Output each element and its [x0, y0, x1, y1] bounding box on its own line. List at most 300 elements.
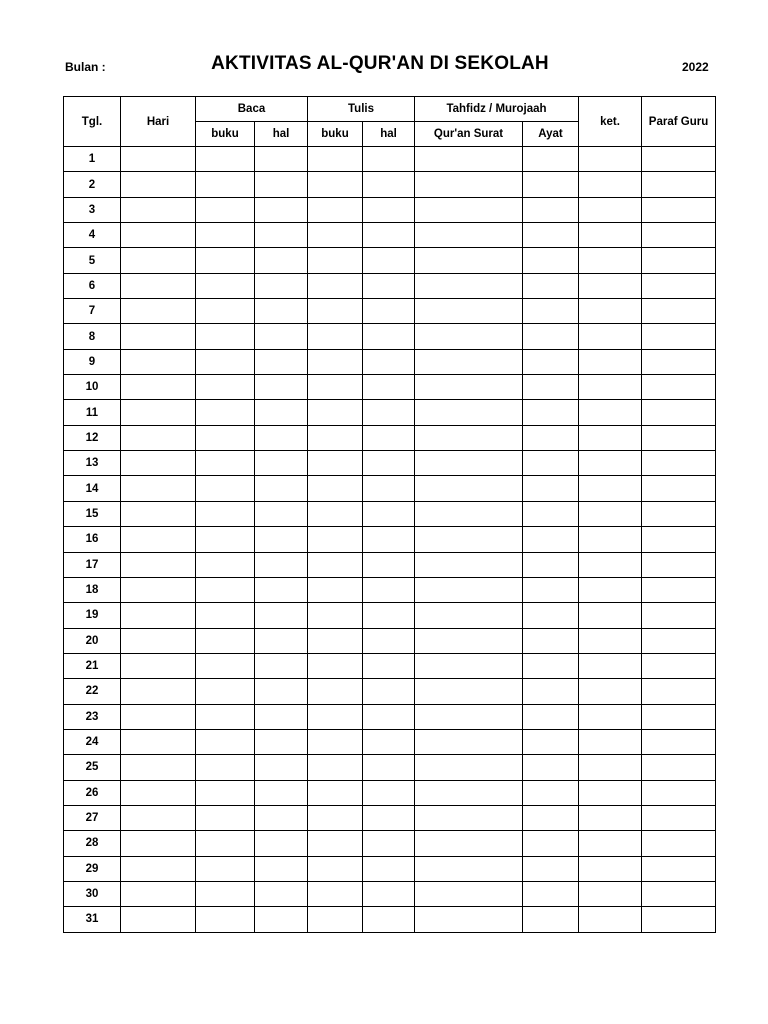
paraf-guru-cell[interactable]	[642, 425, 716, 450]
hari-cell[interactable]	[121, 248, 196, 273]
baca-hal-cell[interactable]	[255, 375, 308, 400]
baca-hal-cell[interactable]	[255, 273, 308, 298]
quran-surat-cell[interactable]	[415, 552, 523, 577]
paraf-guru-cell[interactable]	[642, 349, 716, 374]
ket-cell[interactable]	[579, 755, 642, 780]
tulis-hal-cell[interactable]	[363, 653, 415, 678]
tulis-buku-cell[interactable]	[308, 907, 363, 932]
hari-cell[interactable]	[121, 805, 196, 830]
ayat-cell[interactable]	[523, 400, 579, 425]
tulis-buku-cell[interactable]	[308, 349, 363, 374]
tgl-cell: 9	[64, 349, 121, 374]
ayat-cell[interactable]	[523, 197, 579, 222]
ayat-cell[interactable]	[523, 577, 579, 602]
ayat-cell[interactable]	[523, 856, 579, 881]
quran-surat-cell[interactable]	[415, 375, 523, 400]
table-row	[64, 324, 716, 349]
baca-buku-cell[interactable]	[196, 425, 255, 450]
tulis-hal-cell[interactable]	[363, 755, 415, 780]
baca-hal-cell[interactable]	[255, 527, 308, 552]
ayat-cell[interactable]	[523, 628, 579, 653]
tulis-buku-cell[interactable]	[308, 856, 363, 881]
tulis-buku-cell[interactable]	[308, 628, 363, 653]
baca-buku-cell[interactable]	[196, 653, 255, 678]
paraf-guru-cell[interactable]	[642, 375, 716, 400]
quran-surat-cell[interactable]	[415, 324, 523, 349]
quran-surat-cell[interactable]	[415, 755, 523, 780]
ket-cell[interactable]	[579, 907, 642, 932]
tulis-buku-cell[interactable]	[308, 299, 363, 324]
baca-buku-cell[interactable]	[196, 831, 255, 856]
ket-cell[interactable]	[579, 197, 642, 222]
paraf-guru-cell[interactable]	[642, 603, 716, 628]
ket-cell[interactable]	[579, 223, 642, 248]
tulis-hal-cell[interactable]	[363, 451, 415, 476]
tulis-hal-cell[interactable]	[363, 552, 415, 577]
baca-buku-cell[interactable]	[196, 248, 255, 273]
baca-buku-cell[interactable]	[196, 476, 255, 501]
ket-cell[interactable]	[579, 653, 642, 678]
tulis-hal-cell[interactable]	[363, 273, 415, 298]
quran-surat-cell[interactable]	[415, 577, 523, 602]
hari-cell[interactable]	[121, 907, 196, 932]
ayat-cell[interactable]	[523, 653, 579, 678]
tulis-hal-cell[interactable]	[363, 881, 415, 906]
hari-cell[interactable]	[121, 729, 196, 754]
tulis-hal-cell[interactable]	[363, 197, 415, 222]
ayat-cell[interactable]	[523, 273, 579, 298]
tulis-buku-cell[interactable]	[308, 805, 363, 830]
tulis-hal-cell[interactable]	[363, 628, 415, 653]
quran-surat-cell[interactable]	[415, 856, 523, 881]
quran-surat-cell[interactable]	[415, 831, 523, 856]
ayat-cell[interactable]	[523, 476, 579, 501]
paraf-guru-cell[interactable]	[642, 831, 716, 856]
ayat-cell[interactable]	[523, 425, 579, 450]
header-ayat: Ayat	[523, 122, 579, 147]
hari-cell[interactable]	[121, 527, 196, 552]
tulis-buku-cell[interactable]	[308, 197, 363, 222]
tulis-buku-cell[interactable]	[308, 603, 363, 628]
paraf-guru-cell[interactable]	[642, 451, 716, 476]
quran-surat-cell[interactable]	[415, 147, 523, 172]
baca-hal-cell[interactable]	[255, 780, 308, 805]
baca-hal-cell[interactable]	[255, 299, 308, 324]
tulis-hal-cell[interactable]	[363, 147, 415, 172]
tulis-buku-cell[interactable]	[308, 400, 363, 425]
baca-buku-cell[interactable]	[196, 628, 255, 653]
baca-hal-cell[interactable]	[255, 349, 308, 374]
baca-buku-cell[interactable]	[196, 881, 255, 906]
hari-cell[interactable]	[121, 704, 196, 729]
quran-surat-cell[interactable]	[415, 349, 523, 374]
hari-cell[interactable]	[121, 349, 196, 374]
quran-surat-cell[interactable]	[415, 628, 523, 653]
ayat-cell[interactable]	[523, 679, 579, 704]
ayat-cell[interactable]	[523, 907, 579, 932]
hari-cell[interactable]	[121, 755, 196, 780]
baca-buku-cell[interactable]	[196, 400, 255, 425]
header-baca: Baca	[196, 97, 308, 122]
tulis-hal-cell[interactable]	[363, 603, 415, 628]
quran-surat-cell[interactable]	[415, 881, 523, 906]
quran-surat-cell[interactable]	[415, 299, 523, 324]
ket-cell[interactable]	[579, 552, 642, 577]
baca-buku-cell[interactable]	[196, 375, 255, 400]
hari-cell[interactable]	[121, 831, 196, 856]
hari-cell[interactable]	[121, 299, 196, 324]
ayat-cell[interactable]	[523, 324, 579, 349]
ket-cell[interactable]	[579, 425, 642, 450]
tulis-hal-cell[interactable]	[363, 527, 415, 552]
quran-surat-cell[interactable]	[415, 679, 523, 704]
ket-cell[interactable]	[579, 628, 642, 653]
header-tulis-hal: hal	[363, 122, 415, 147]
baca-buku-cell[interactable]	[196, 324, 255, 349]
paraf-guru-cell[interactable]	[642, 755, 716, 780]
tgl-cell: 12	[64, 425, 121, 450]
ket-cell[interactable]	[579, 780, 642, 805]
table-row	[64, 653, 716, 678]
ket-cell[interactable]	[579, 805, 642, 830]
ayat-cell[interactable]	[523, 805, 579, 830]
tulis-hal-cell[interactable]	[363, 425, 415, 450]
table-header	[64, 97, 716, 147]
ket-cell[interactable]	[579, 273, 642, 298]
hari-cell[interactable]	[121, 223, 196, 248]
tulis-buku-cell[interactable]	[308, 527, 363, 552]
month-label: Bulan :	[65, 60, 106, 74]
hari-cell[interactable]	[121, 679, 196, 704]
quran-surat-cell[interactable]	[415, 400, 523, 425]
tulis-buku-cell[interactable]	[308, 577, 363, 602]
ket-cell[interactable]	[579, 172, 642, 197]
tulis-buku-cell[interactable]	[308, 552, 363, 577]
baca-hal-cell[interactable]	[255, 704, 308, 729]
tulis-buku-cell[interactable]	[308, 172, 363, 197]
baca-buku-cell[interactable]	[196, 527, 255, 552]
ket-cell[interactable]	[579, 527, 642, 552]
baca-hal-cell[interactable]	[255, 248, 308, 273]
ayat-cell[interactable]	[523, 729, 579, 754]
ayat-cell[interactable]	[523, 704, 579, 729]
tulis-buku-cell[interactable]	[308, 425, 363, 450]
paraf-guru-cell[interactable]	[642, 729, 716, 754]
baca-hal-cell[interactable]	[255, 577, 308, 602]
baca-buku-cell[interactable]	[196, 552, 255, 577]
table-row	[64, 603, 716, 628]
tulis-hal-cell[interactable]	[363, 400, 415, 425]
quran-surat-cell[interactable]	[415, 451, 523, 476]
hari-cell[interactable]	[121, 501, 196, 526]
tgl-cell: 24	[64, 729, 121, 754]
quran-surat-cell[interactable]	[415, 653, 523, 678]
hari-cell[interactable]	[121, 653, 196, 678]
baca-buku-cell[interactable]	[196, 704, 255, 729]
hari-cell[interactable]	[121, 400, 196, 425]
baca-buku-cell[interactable]	[196, 679, 255, 704]
paraf-guru-cell[interactable]	[642, 653, 716, 678]
paraf-guru-cell[interactable]	[642, 172, 716, 197]
tulis-hal-cell[interactable]	[363, 805, 415, 830]
tulis-buku-cell[interactable]	[308, 704, 363, 729]
ket-cell[interactable]	[579, 856, 642, 881]
hari-cell[interactable]	[121, 324, 196, 349]
tgl-cell: 18	[64, 577, 121, 602]
baca-hal-cell[interactable]	[255, 628, 308, 653]
baca-buku-cell[interactable]	[196, 856, 255, 881]
hari-cell[interactable]	[121, 628, 196, 653]
tulis-hal-cell[interactable]	[363, 248, 415, 273]
ayat-cell[interactable]	[523, 780, 579, 805]
tulis-hal-cell[interactable]	[363, 856, 415, 881]
ket-cell[interactable]	[579, 501, 642, 526]
paraf-guru-cell[interactable]	[642, 907, 716, 932]
tulis-buku-cell[interactable]	[308, 476, 363, 501]
baca-buku-cell[interactable]	[196, 172, 255, 197]
tulis-buku-cell[interactable]	[308, 780, 363, 805]
ayat-cell[interactable]	[523, 603, 579, 628]
baca-hal-cell[interactable]	[255, 223, 308, 248]
tulis-buku-cell[interactable]	[308, 679, 363, 704]
hari-cell[interactable]	[121, 147, 196, 172]
ket-cell[interactable]	[579, 603, 642, 628]
hari-cell[interactable]	[121, 856, 196, 881]
baca-buku-cell[interactable]	[196, 349, 255, 374]
table-row	[64, 273, 716, 298]
tulis-hal-cell[interactable]	[363, 476, 415, 501]
paraf-guru-cell[interactable]	[642, 324, 716, 349]
ket-cell[interactable]	[579, 451, 642, 476]
tulis-hal-cell[interactable]	[363, 907, 415, 932]
ket-cell[interactable]	[579, 248, 642, 273]
tulis-buku-cell[interactable]	[308, 653, 363, 678]
paraf-guru-cell[interactable]	[642, 299, 716, 324]
tulis-buku-cell[interactable]	[308, 375, 363, 400]
hari-cell[interactable]	[121, 780, 196, 805]
hari-cell[interactable]	[121, 476, 196, 501]
tulis-buku-cell[interactable]	[308, 831, 363, 856]
quran-surat-cell[interactable]	[415, 476, 523, 501]
hari-cell[interactable]	[121, 603, 196, 628]
paraf-guru-cell[interactable]	[642, 197, 716, 222]
quran-surat-cell[interactable]	[415, 805, 523, 830]
paraf-guru-cell[interactable]	[642, 577, 716, 602]
paraf-guru-cell[interactable]	[642, 856, 716, 881]
quran-surat-cell[interactable]	[415, 425, 523, 450]
tgl-cell: 27	[64, 805, 121, 830]
baca-buku-cell[interactable]	[196, 223, 255, 248]
ayat-cell[interactable]	[523, 527, 579, 552]
baca-buku-cell[interactable]	[196, 451, 255, 476]
table-row	[64, 679, 716, 704]
baca-hal-cell[interactable]	[255, 831, 308, 856]
quran-surat-cell[interactable]	[415, 704, 523, 729]
baca-hal-cell[interactable]	[255, 197, 308, 222]
ket-cell[interactable]	[579, 881, 642, 906]
tgl-cell: 11	[64, 400, 121, 425]
tulis-hal-cell[interactable]	[363, 223, 415, 248]
hari-cell[interactable]	[121, 197, 196, 222]
tulis-buku-cell[interactable]	[308, 755, 363, 780]
quran-surat-cell[interactable]	[415, 248, 523, 273]
tulis-hal-cell[interactable]	[363, 349, 415, 374]
ket-cell[interactable]	[579, 375, 642, 400]
ayat-cell[interactable]	[523, 881, 579, 906]
paraf-guru-cell[interactable]	[642, 400, 716, 425]
ayat-cell[interactable]	[523, 147, 579, 172]
paraf-guru-cell[interactable]	[642, 881, 716, 906]
ayat-cell[interactable]	[523, 248, 579, 273]
quran-surat-cell[interactable]	[415, 223, 523, 248]
ayat-cell[interactable]	[523, 299, 579, 324]
tulis-hal-cell[interactable]	[363, 324, 415, 349]
ayat-cell[interactable]	[523, 501, 579, 526]
tulis-hal-cell[interactable]	[363, 679, 415, 704]
tgl-cell: 5	[64, 248, 121, 273]
baca-hal-cell[interactable]	[255, 856, 308, 881]
baca-buku-cell[interactable]	[196, 147, 255, 172]
baca-hal-cell[interactable]	[255, 451, 308, 476]
hari-cell[interactable]	[121, 172, 196, 197]
baca-hal-cell[interactable]	[255, 476, 308, 501]
quran-surat-cell[interactable]	[415, 527, 523, 552]
table-row	[64, 552, 716, 577]
tulis-buku-cell[interactable]	[308, 248, 363, 273]
tulis-buku-cell[interactable]	[308, 501, 363, 526]
hari-cell[interactable]	[121, 451, 196, 476]
baca-hal-cell[interactable]	[255, 679, 308, 704]
tulis-hal-cell[interactable]	[363, 577, 415, 602]
hari-cell[interactable]	[121, 273, 196, 298]
ayat-cell[interactable]	[523, 375, 579, 400]
quran-surat-cell[interactable]	[415, 603, 523, 628]
tulis-hal-cell[interactable]	[363, 831, 415, 856]
tulis-hal-cell[interactable]	[363, 299, 415, 324]
baca-hal-cell[interactable]	[255, 400, 308, 425]
ket-cell[interactable]	[579, 299, 642, 324]
tulis-buku-cell[interactable]	[308, 881, 363, 906]
hari-cell[interactable]	[121, 577, 196, 602]
baca-hal-cell[interactable]	[255, 603, 308, 628]
paraf-guru-cell[interactable]	[642, 527, 716, 552]
paraf-guru-cell[interactable]	[642, 476, 716, 501]
baca-hal-cell[interactable]	[255, 907, 308, 932]
paraf-guru-cell[interactable]	[642, 501, 716, 526]
baca-buku-cell[interactable]	[196, 805, 255, 830]
hari-cell[interactable]	[121, 881, 196, 906]
baca-buku-cell[interactable]	[196, 197, 255, 222]
quran-surat-cell[interactable]	[415, 907, 523, 932]
baca-hal-cell[interactable]	[255, 147, 308, 172]
tulis-buku-cell[interactable]	[308, 273, 363, 298]
tulis-buku-cell[interactable]	[308, 223, 363, 248]
tulis-buku-cell[interactable]	[308, 729, 363, 754]
quran-surat-cell[interactable]	[415, 729, 523, 754]
ket-cell[interactable]	[579, 400, 642, 425]
tulis-hal-cell[interactable]	[363, 172, 415, 197]
baca-buku-cell[interactable]	[196, 729, 255, 754]
tulis-hal-cell[interactable]	[363, 780, 415, 805]
ket-cell[interactable]	[579, 476, 642, 501]
baca-hal-cell[interactable]	[255, 653, 308, 678]
ket-cell[interactable]	[579, 324, 642, 349]
ayat-cell[interactable]	[523, 172, 579, 197]
baca-hal-cell[interactable]	[255, 881, 308, 906]
paraf-guru-cell[interactable]	[642, 273, 716, 298]
baca-hal-cell[interactable]	[255, 755, 308, 780]
paraf-guru-cell[interactable]	[642, 628, 716, 653]
ayat-cell[interactable]	[523, 552, 579, 577]
tulis-buku-cell[interactable]	[308, 147, 363, 172]
paraf-guru-cell[interactable]	[642, 552, 716, 577]
tulis-hal-cell[interactable]	[363, 729, 415, 754]
ayat-cell[interactable]	[523, 223, 579, 248]
baca-buku-cell[interactable]	[196, 907, 255, 932]
baca-buku-cell[interactable]	[196, 755, 255, 780]
baca-buku-cell[interactable]	[196, 603, 255, 628]
paraf-guru-cell[interactable]	[642, 223, 716, 248]
baca-hal-cell[interactable]	[255, 172, 308, 197]
paraf-guru-cell[interactable]	[642, 147, 716, 172]
tulis-buku-cell[interactable]	[308, 324, 363, 349]
tulis-buku-cell[interactable]	[308, 451, 363, 476]
ket-cell[interactable]	[579, 729, 642, 754]
ayat-cell[interactable]	[523, 831, 579, 856]
baca-buku-cell[interactable]	[196, 299, 255, 324]
tgl-cell: 20	[64, 628, 121, 653]
baca-hal-cell[interactable]	[255, 324, 308, 349]
baca-hal-cell[interactable]	[255, 552, 308, 577]
paraf-guru-cell[interactable]	[642, 805, 716, 830]
baca-buku-cell[interactable]	[196, 780, 255, 805]
paraf-guru-cell[interactable]	[642, 704, 716, 729]
tgl-cell: 4	[64, 223, 121, 248]
hari-cell[interactable]	[121, 425, 196, 450]
paraf-guru-cell[interactable]	[642, 780, 716, 805]
tgl-cell: 23	[64, 704, 121, 729]
baca-hal-cell[interactable]	[255, 425, 308, 450]
baca-hal-cell[interactable]	[255, 501, 308, 526]
ket-cell[interactable]	[579, 349, 642, 374]
ket-cell[interactable]	[579, 704, 642, 729]
tulis-hal-cell[interactable]	[363, 501, 415, 526]
hari-cell[interactable]	[121, 375, 196, 400]
ket-cell[interactable]	[579, 831, 642, 856]
quran-surat-cell[interactable]	[415, 172, 523, 197]
paraf-guru-cell[interactable]	[642, 248, 716, 273]
tulis-hal-cell[interactable]	[363, 375, 415, 400]
ayat-cell[interactable]	[523, 349, 579, 374]
ket-cell[interactable]	[579, 679, 642, 704]
tulis-hal-cell[interactable]	[363, 704, 415, 729]
quran-surat-cell[interactable]	[415, 197, 523, 222]
ket-cell[interactable]	[579, 577, 642, 602]
ayat-cell[interactable]	[523, 451, 579, 476]
quran-surat-cell[interactable]	[415, 780, 523, 805]
baca-hal-cell[interactable]	[255, 805, 308, 830]
ket-cell[interactable]	[579, 147, 642, 172]
ayat-cell[interactable]	[523, 755, 579, 780]
quran-surat-cell[interactable]	[415, 501, 523, 526]
baca-buku-cell[interactable]	[196, 577, 255, 602]
hari-cell[interactable]	[121, 552, 196, 577]
paraf-guru-cell[interactable]	[642, 679, 716, 704]
baca-buku-cell[interactable]	[196, 501, 255, 526]
baca-buku-cell[interactable]	[196, 273, 255, 298]
baca-hal-cell[interactable]	[255, 729, 308, 754]
quran-surat-cell[interactable]	[415, 273, 523, 298]
